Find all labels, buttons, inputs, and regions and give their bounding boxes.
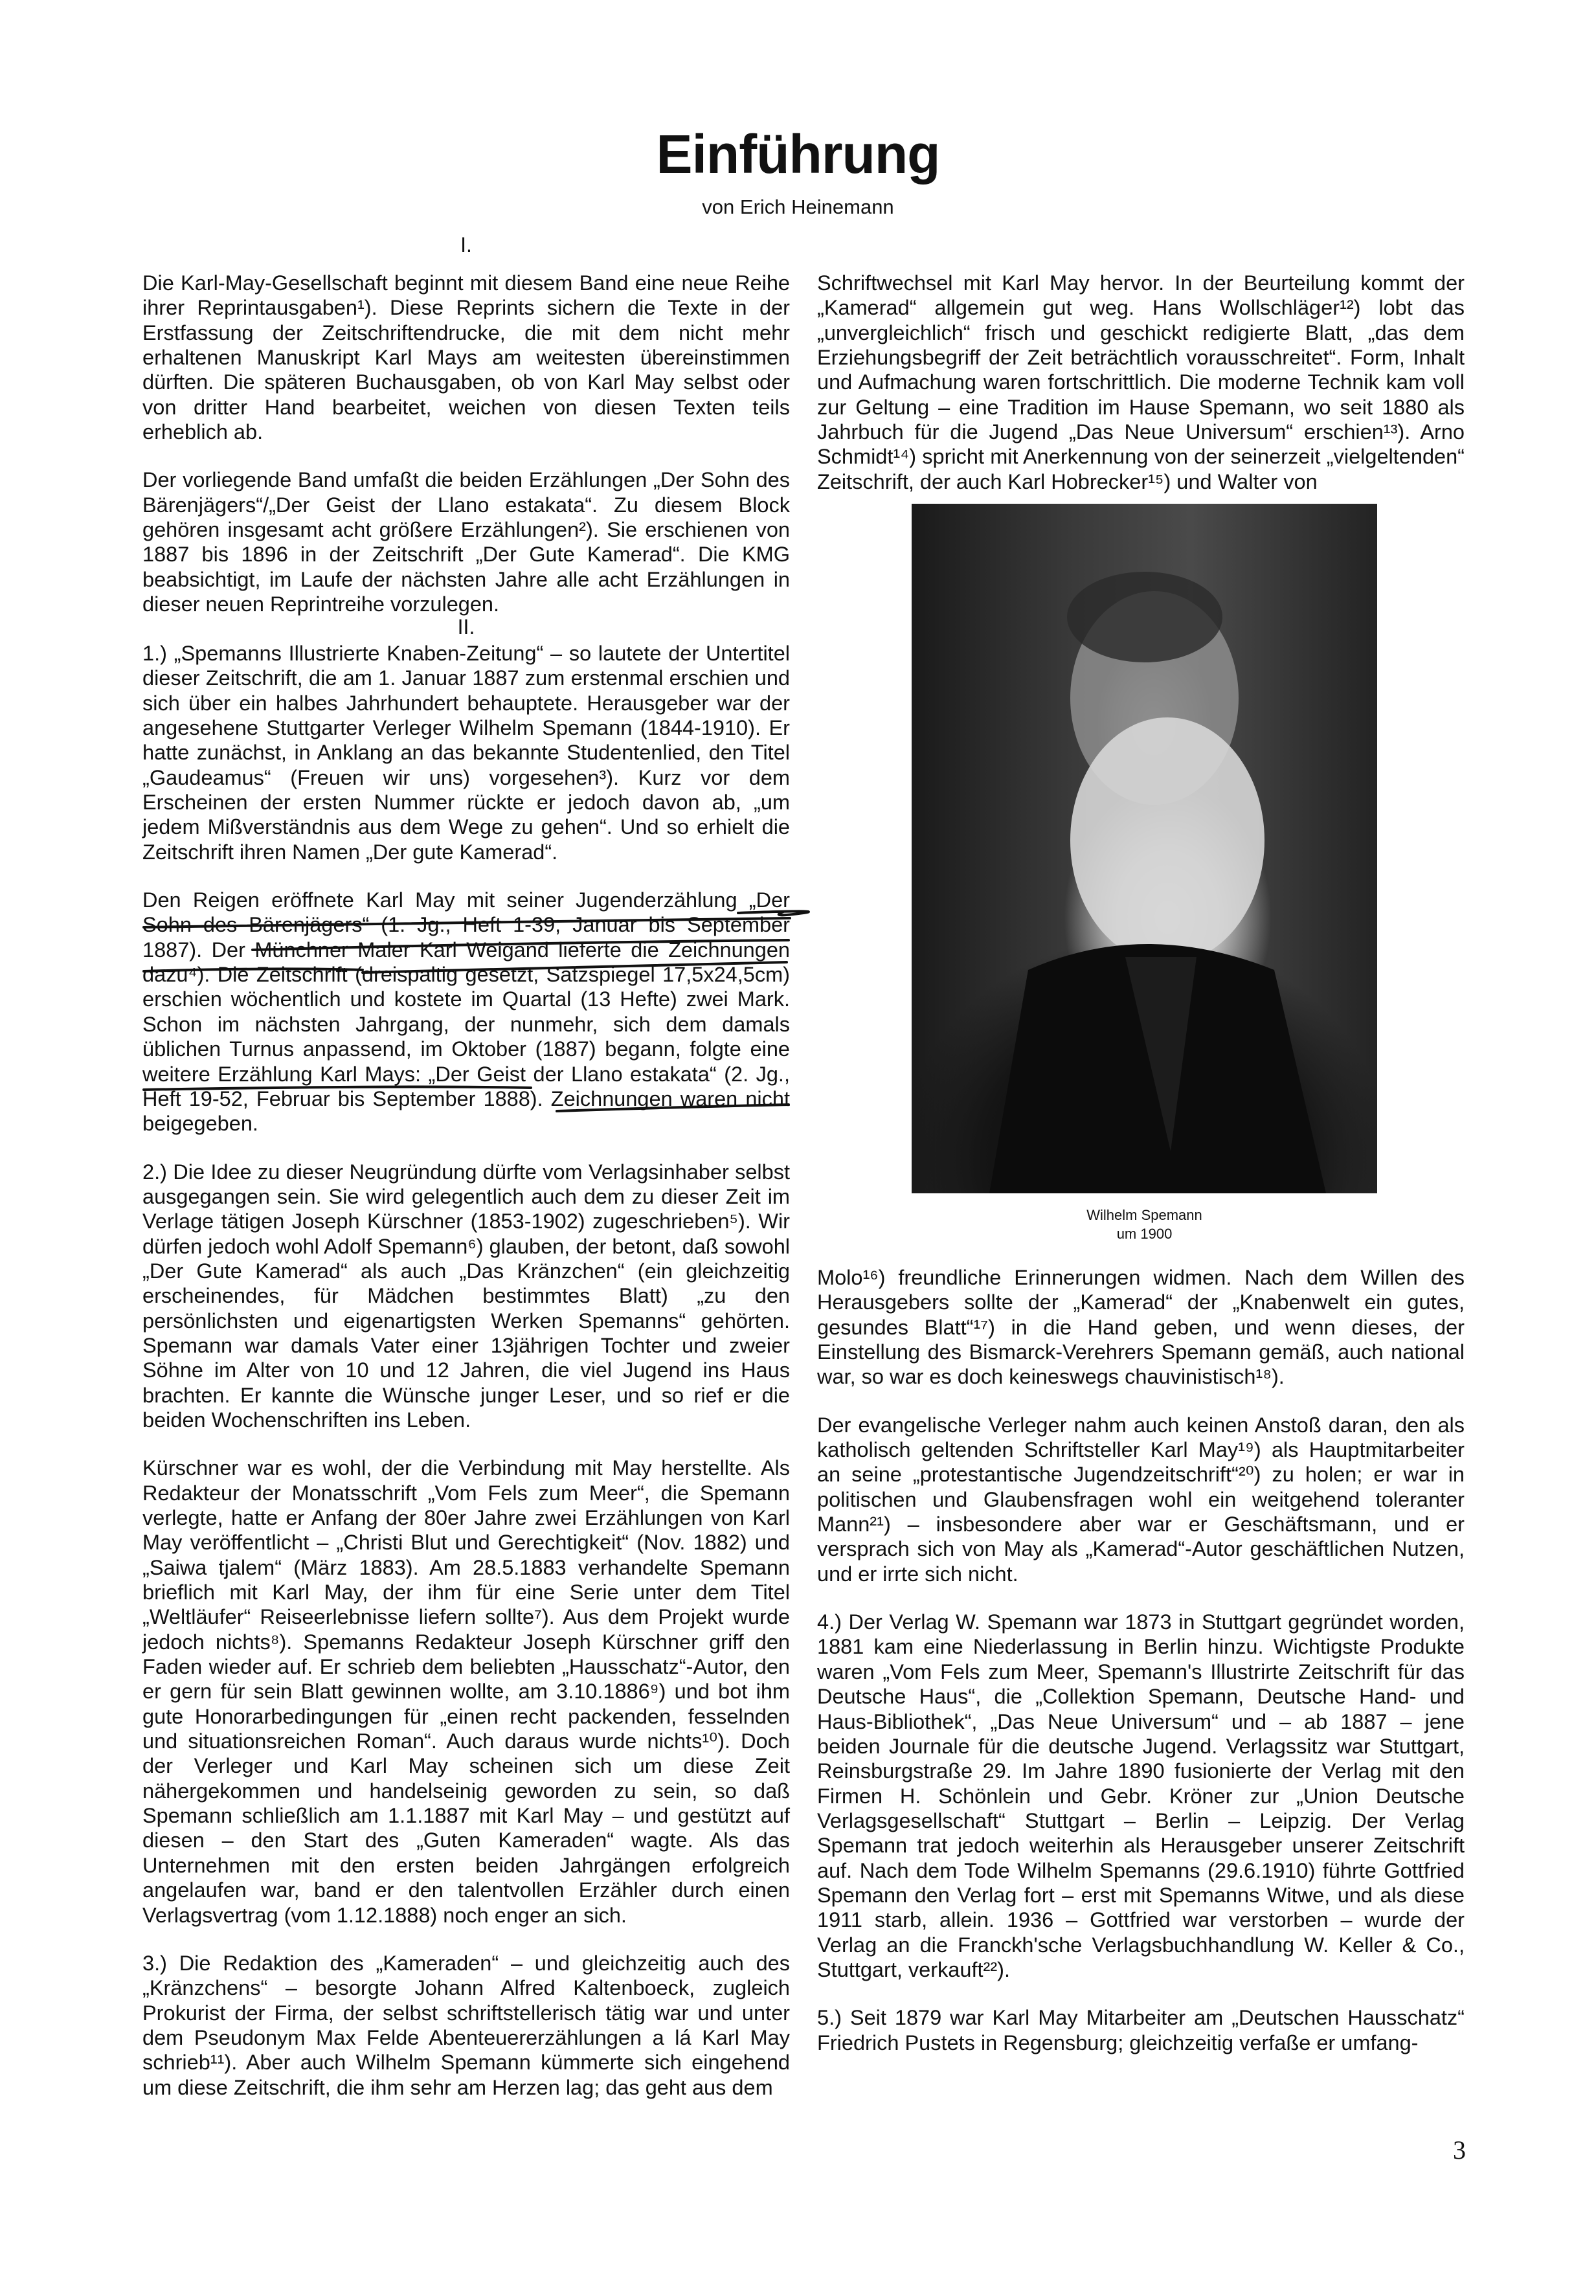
author-line: von Erich Heinemann bbox=[702, 196, 894, 218]
paragraph: Kürschner war es wohl, der die Verbindung mit May herstellte. Als Redakteur der Monatsschrift „Vom Fels zum Meer“, die Spemann verlegte, hatte er Anfang der 80er Jahre zwei Erzählungen von Karl May veröffentlicht – „Christi Blut und Gerechtigkeit“ (Nov. 1882) und „Saiwa tjalem“ (März 1883). Am 28.5.1883 verhandelte Spemann brieflich mit Karl May, der ihm für eine Serie unter dem Titel „Weltläufer“ Reiseerlebnisse liefern sollte⁷). Aus dem Projekt wurde jedoch nichts⁸). Spemanns Redakteur Joseph Kürschner griff den Faden wieder auf. Er schrieb dem beliebten „Hausschatz“-Autor, den er gern für sein Blatt gewinnen wollte, am 3.10.1886⁹) und bot ihm gute Honorarbedingungen für „einen recht packenden, fesselnden und situationsreichen Roman“. Auch daraus wurde nichts¹⁰). Doch der Verleger und Karl May scheinen sich um diese Zeit nähergekommen und handelseinig geworden zu sein, so daß Spemann schließlich am 1.1.1887 mit Karl May – und gestützt auf diesen – den Start des „Guten Kameraden“ wagte. Als das Unternehmen mit den ersten beiden Jahrgängen erfolgreich angelaufen war, band er den talentvollen Erzähler durch einen Verlagsvertrag (vom 1.12.1888) noch enger an sich. bbox=[142, 1456, 790, 1927]
paragraph: Schriftwechsel mit Karl May hervor. In der Beurteilung kommt der „Kamerad“ allgemein gut weg. Hans Wollschläger¹²) lobt das „unvergleichlich“ frisch und geschickt redigierte Blatt, „das dem Erziehungsbegriff der Zeit beträchtlich vorausschreitet“. Form, Inhalt und Aufmachung waren fortschrittlich. Die moderne Technik kam voll zur Geltung – eine Tradition im Hause Spemann, wo seit 1880 als Jahrbuch für die Jugend „Das Neue Universum“ erschien¹³). Arno Schmidt¹⁴) spricht mit Anerkennung von der seinerzeit „vielgeltenden“ Zeitschrift, der auch Karl Hobrecker¹⁵) und Walter von bbox=[817, 271, 1465, 493]
section-heading-two: II. bbox=[457, 615, 475, 638]
paragraph: 2.) Die Idee zu dieser Neugründung dürfte vom Verlagsinhaber selbst ausgegangen sein. Sie wird gelegentlich auch dem zu dieser Zeit im Verlage tätigen Joseph Kürschner (1853-1902) zugeschrieben⁵). Wir dürfen jedoch wohl Adolf Spemann⁶) glauben, der betont, daß sowohl „Der Gute Kamerad“ als auch „Das Kränzchen“ (ein gleichzeitig erscheinendes, für Mädchen bestimmtes Blatt) „zu den persönlichsten und eigenartigsten Werken Spemanns“ gehörten. Spemann war damals Vater einer 13jährigen Tochter und zweier Söhne im Alter von 10 und 12 Jahren, die viel Jugend ins Haus brachten. Er kannte die Wünsche junger Leser, und so rief er die beiden Wochenschriften ins Leben. bbox=[142, 1160, 790, 1432]
paragraph: 4.) Der Verlag W. Spemann war 1873 in Stuttgart gegründet worden, 1881 kam eine Niederlassung in Berlin hinzu. Wichtigste Produkte waren „Vom Fels zum Meer, Spemann's Illustrirte Zeitschrift für das Deutsche Haus“, die „Collektion Spemann, Deutsche Hand- und Haus-Bibliothek“, „Das Neue Universum“ und – ab 1887 – jene beiden Journale für die deutsche Jugend. Verlagssitz war Stuttgart, Reinsburgstraße 29. Im Jahre 1890 fusionierte der Verlag mit den Firmen H. Schönlein und Gebr. Kröner zur „Union Deutsche Verlagsgesellschaft“ Stuttgart – Berlin – Leipzig. Der Verlag Spemann trat jedoch weiterhin als Herausgeber unserer Zeitschrift auf. Nach dem Tode Wilhelm Spemanns (29.6.1910) führte Gottfried Spemann den Verlag fort – erst mit Spemanns Witwe, und als diese 1911 starb, allein. 1936 – Gottfried war verstorben – wurde der Verlag an die Franckh'sche Verlagsbuchhandlung W. Keller & Co., Stuttgart, verkauft²²). bbox=[817, 1610, 1465, 1981]
paragraph: Der evangelische Verleger nahm auch keinen Anstoß daran, den als katholisch geltenden Schriftsteller Karl May¹⁹) als Hauptmitarbeiter an seine „protestantische Jugendzeitschrift“²⁰) zu holen; er war in politischen und Glaubensfragen wohl ein weitgehend toleranter Mann²¹) – insbesondere aber war er Geschäftsmann, und er versprach sich von May als „Kamerad“-Autor geschäftlichen Nutzen, und er irrte sich nicht. bbox=[817, 1413, 1465, 1586]
right-column-top bbox=[817, 271, 1465, 517]
section-heading-one: I. bbox=[460, 233, 472, 256]
page-title: Einführung bbox=[656, 124, 940, 185]
page-number: 3 bbox=[1453, 2135, 1466, 2165]
paragraph: Molo¹⁶) freundliche Erinnerungen widmen. Nach dem Willen des Herausgebers sollte der „Kamerad“ der „Knabenwelt ein gutes, gesundes Blatt“¹⁷) in die Hand geben, und wenn dieses, der Einstellung des Bismarck-Verehrers Spemann gemäß, auch national war, so war es doch keineswegs chauvinistisch¹⁸). bbox=[817, 1266, 1465, 1389]
portrait-figure bbox=[912, 504, 1377, 1193]
paragraph: Den Reigen eröffnete Karl May mit seiner Jugenderzählung „Der Sohn des Bärenjägers“ (1. Jg., Heft 1-39, Januar bis September 1887). Der Münchner Maler Karl Weigand lieferte die Zeichnungen dazu⁴). Die Zeitschrift (dreispaltig gesetzt, Satzspiegel 17,5x24,5cm) erschien wöchentlich und kostete im Quartal (13 Hefte) zwei Mark. Schon im nächsten Jahrgang, der nunmehr, sich dem damals üblichen Turnus anpassend, im Oktober (1887) begann, folgte eine weitere Erzählung Karl Mays: „Der Geist der Llano estakata“ (2. Jg., Heft 19-52, Februar bis September 1888). Zeichnungen waren nicht beigegeben. bbox=[142, 888, 790, 1136]
photo-caption-date: um 1900 bbox=[1116, 1226, 1173, 1242]
paragraph: 3.) Die Redaktion des „Kameraden“ – und gleichzeitig auch des „Kränzchens“ – besorgte Johann Alfred Kaltenboeck, zugleich Prokurist der Firma, der selbst schriftstellerisch tätig war und unter dem Pseudonym Max Felde Abenteuererzählungen a lá Karl May schrieb¹¹). Aber auch Wilhelm Spemann kümmerte sich eingehend um diese Zeitschrift, die ihm sehr am Herzen lag; das geht aus dem bbox=[142, 1951, 790, 2099]
left-column bbox=[142, 271, 790, 640]
paragraph: Der vorliegende Band umfaßt die beiden Erzählungen „Der Sohn des Bärenjägers“/„Der Geist der Llano estakata“. Zu diesem Block gehören insgesamt acht größere Erzählungen²). Sie erschienen von 1887 bis 1896 in der Zeitschrift „Der Gute Kamerad“. Die KMG beabsichtigt, im Laufe der nächsten Jahre alle acht Erzählungen in dieser neuen Reprintreihe vorzulegen. bbox=[142, 468, 790, 616]
paragraph: Die Karl-May-Gesellschaft beginnt mit diesem Band eine neue Reihe ihrer Reprintausgaben¹). Diese Reprints sichern die Texte in der Erstfassung der Zeitschriftendrucke, die mit dem nicht mehr erhaltenen Manuskript Karl Mays am weitesten übereinstimmen dürften. Die späteren Buchausgaben, ob von Karl May selbst oder von dritter Hand bearbeitet, weichen von diesen Texten teils erheblich ab. bbox=[142, 271, 790, 444]
paragraph: 5.) Seit 1879 war Karl May Mitarbeiter am „Deutschen Hausschatz“ Friedrich Pustets in Regensburg; gleichzeitig verfaße er umfang- bbox=[817, 2006, 1465, 2054]
portrait-photo bbox=[912, 504, 1377, 1193]
left-column-continued bbox=[142, 641, 790, 2123]
right-column-bottom bbox=[817, 1265, 1465, 2078]
paragraph: 1.) „Spemanns Illustrierte Knaben-Zeitung“ – so lautete der Untertitel dieser Zeitschrift, die am 1. Januar 1887 zum erstenmal erschien und sich über ein halbes Jahrhundert behauptete. Herausgeber war der angesehene Stuttgarter Verleger Wilhelm Spemann (1844-1910). Er hatte zunächst, in Anklang an das bekannte Studentenlied, den Titel „Gaudeamus“ (Freuen wir uns) vorgesehen³). Kurz vor dem Erscheinen der ersten Nummer rückte er jedoch davon ab, „um jedem Mißverständnis aus dem Wege zu gehen“. Und so erhielt die Zeitschrift ihren Namen „Der gute Kamerad“. bbox=[142, 642, 790, 864]
photo-caption-name: Wilhelm Spemann bbox=[1086, 1207, 1202, 1223]
